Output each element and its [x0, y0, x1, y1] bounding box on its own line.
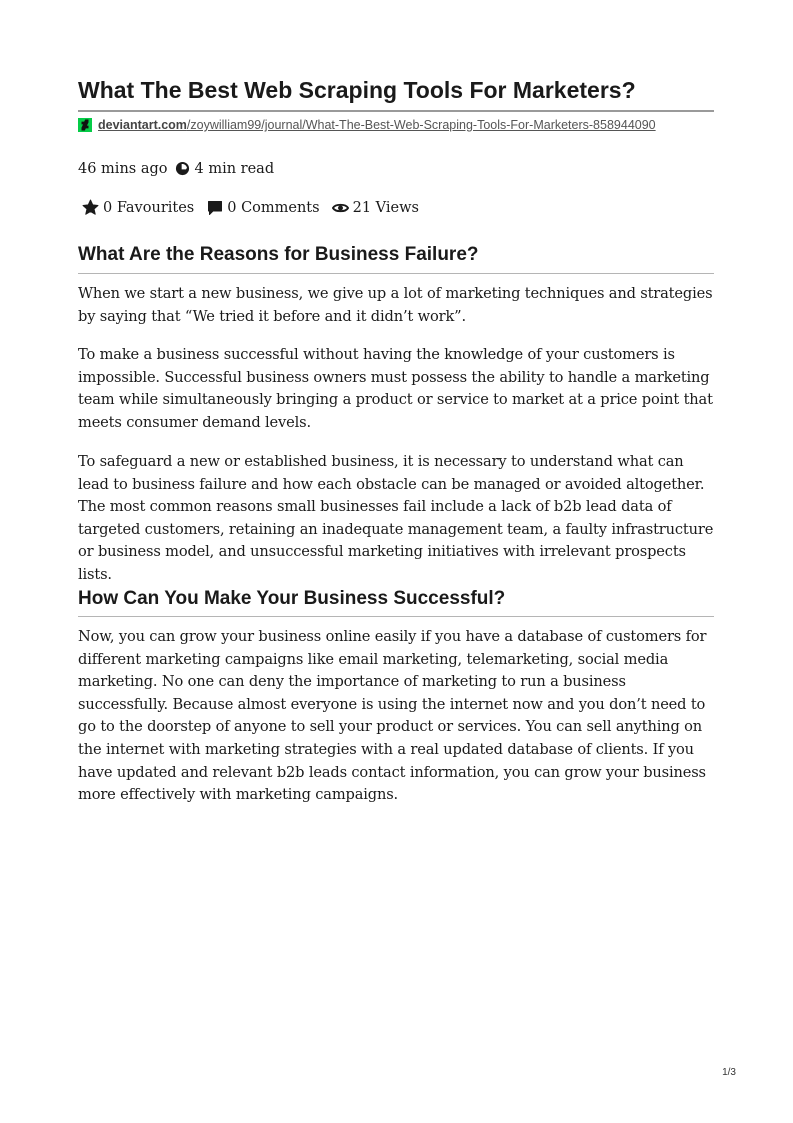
- comment-icon: [206, 199, 223, 216]
- section-divider: [78, 616, 714, 617]
- clock-icon: [174, 160, 191, 177]
- eye-icon: [332, 199, 349, 216]
- paragraph: To safeguard a new or established business, it is necessary to understand what can lead to business failure and how each obstacle can be managed or avoided altogether. The most common reasons small businesses fail include a lack of b2b lead data of targeted customers, retaining an inadequate management team, a faulty infrastructure or business model, and unsuccessful marketing initiatives with irrelevant prospects lists.: [78, 453, 714, 583]
- time-ago: 46 mins ago: [78, 160, 168, 177]
- title-divider: [78, 110, 714, 112]
- paragraph: When we start a new business, we give up a lot of marketing techniques and strategies by saying that “We tried it before and it didn’t work”.: [78, 285, 713, 325]
- section-divider: [78, 273, 714, 274]
- star-icon: [82, 199, 99, 216]
- paragraph: Now, you can grow your business online easily if you have a database of customers for different marketing campaigns like email marketing, telemarketing, social media marketing. No one can deny the importance of marketing to run a business successfully. Because almost everyone is using the internet now and you don’t need to go to the doorstep of anyone to sell your product or services. You can sell anything on the internet with marketing strategies with a real updated database of clients. If you have updated and relevant b2b leads contact information, you can grow your business more effectively with marketing campaigns.: [78, 628, 707, 804]
- source-domain: deviantart.com: [98, 118, 187, 132]
- paragraph: To make a business successful without having the knowledge of your customers is impossible. Successful business owners must possess the ability to handle a marketing team while simultaneously bringing a product or service to market at a price point that meets consumer demand levels.: [78, 346, 713, 431]
- source-link[interactable]: [98, 118, 656, 132]
- article-time-meta: [78, 160, 274, 177]
- page-title: What The Best Web Scraping Tools For Marketers?: [78, 77, 636, 103]
- section-heading: What Are the Reasons for Business Failure?: [78, 244, 479, 265]
- page-number: 1/3: [722, 1067, 736, 1078]
- source-line: [78, 116, 656, 134]
- read-time: 4 min read: [194, 160, 275, 177]
- deviantart-logo-icon: [78, 118, 92, 132]
- views-count: 21 Views: [352, 199, 419, 216]
- source-path: /zoywilliam99/journal/What-The-Best-Web-Scraping-Tools-For-Marketers-858944090: [186, 118, 656, 132]
- favourites-count[interactable]: 0 Favourites: [103, 199, 195, 216]
- article-stats: [82, 199, 419, 216]
- comments-count[interactable]: 0 Comments: [227, 199, 320, 216]
- section-heading: How Can You Make Your Business Successful?: [78, 588, 506, 609]
